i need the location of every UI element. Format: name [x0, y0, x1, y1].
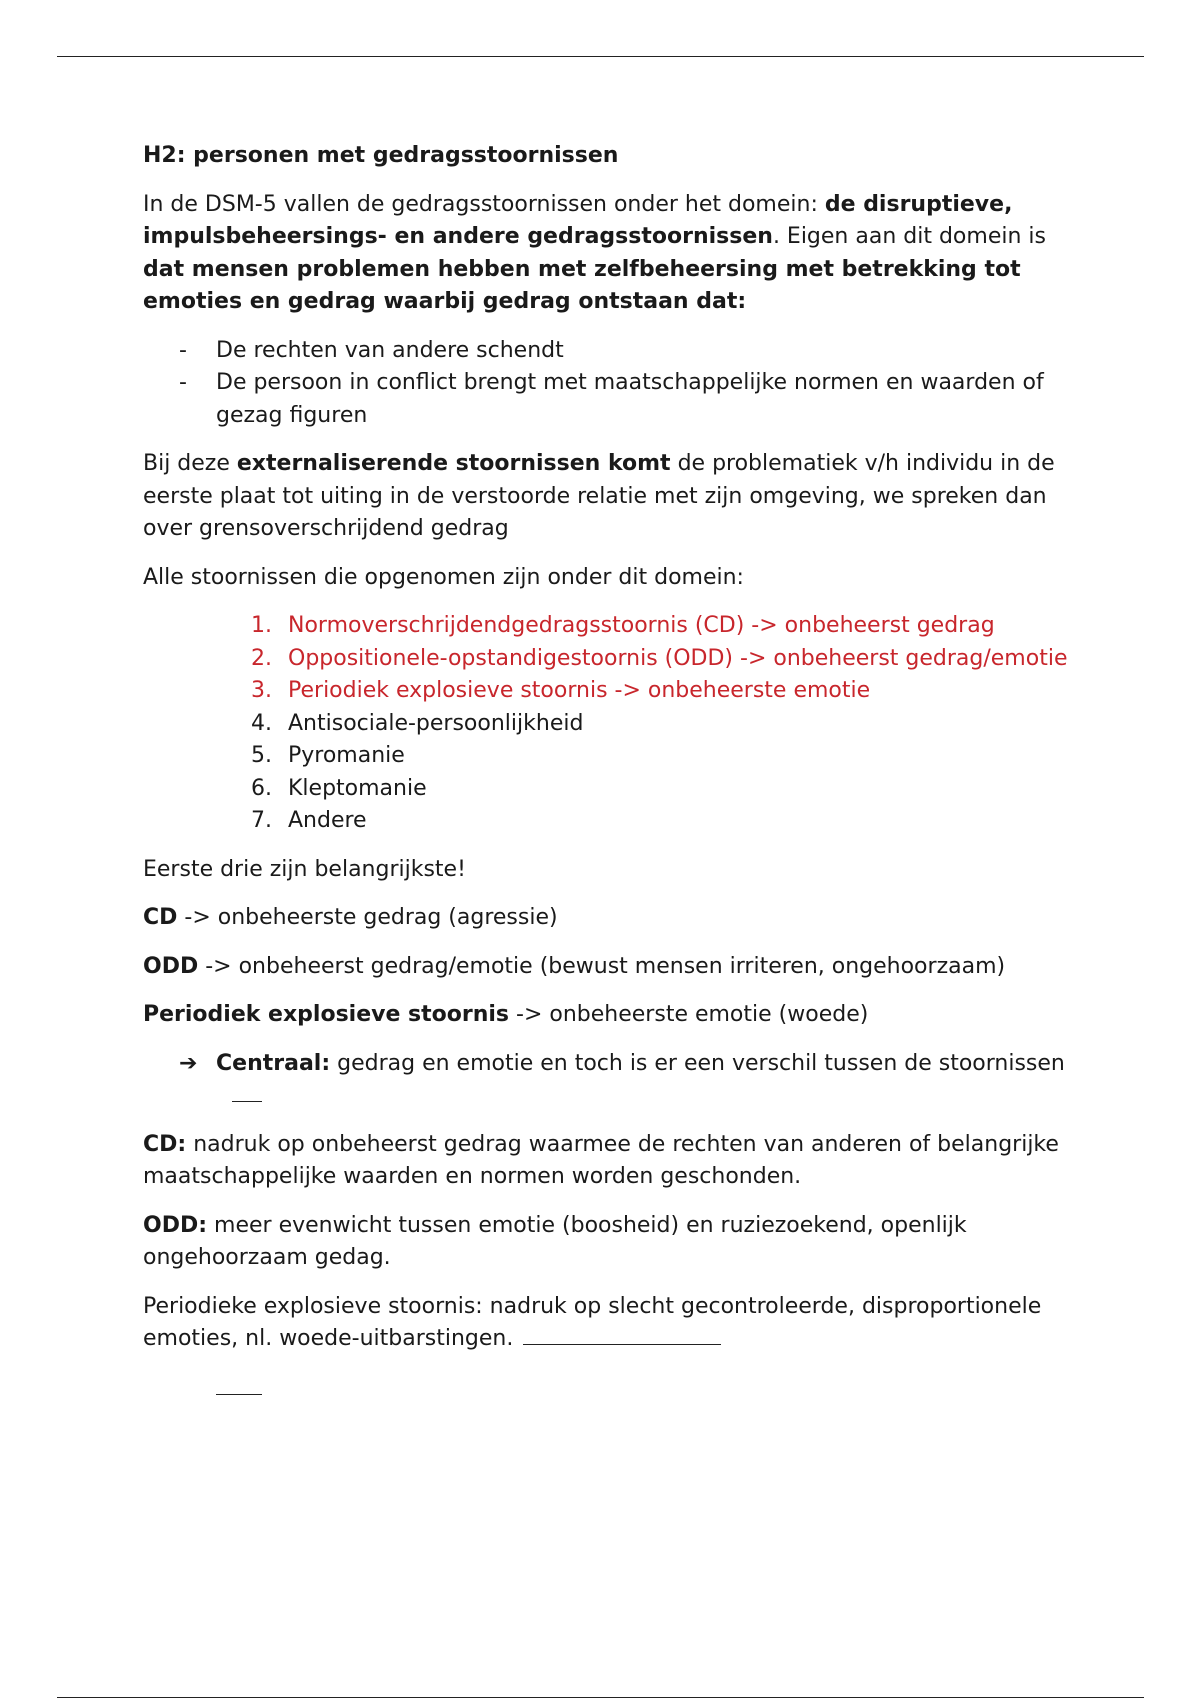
ped-line: [143, 999, 1078, 1032]
cd-line: [143, 902, 1078, 935]
header-rule: [57, 56, 1144, 57]
item-number: 7.: [251, 808, 272, 833]
disorder-item: [143, 708, 1078, 741]
central-note: [143, 1048, 1078, 1113]
item-text: Periodiek explosieve stoornis -> onbeheerste emotie: [288, 678, 871, 703]
all-disorders-intro: Alle stoornissen die opgenomen zijn onder dit domein:: [143, 564, 744, 590]
central-text: gedrag en emotie en toch is er een verschil tussen de stoornissen: [330, 1050, 1065, 1076]
item-text: Oppositionele-opstandigestoornis (ODD) -> onbeheerst gedrag/emotie: [288, 645, 1068, 671]
ped-label: Periodiek explosieve stoornis: [143, 1002, 510, 1027]
fill-in-blank: [216, 1372, 262, 1395]
footer-rule: [57, 1697, 1144, 1698]
dash-list: [143, 335, 1078, 433]
intro-bold-2: dat mensen problemen hebben met zelfbeheersing met betrekking tot emoties en gedrag waarbij gedrag ontstaan dat:: [143, 256, 1021, 314]
disorder-item: [143, 805, 1078, 838]
cd-text: -> onbeheerste gedrag (agressie): [177, 905, 558, 930]
intro-text-2: . Eigen aan dit domein is: [772, 224, 1046, 249]
cd-detail-text: nadruk op onbeheerst gedrag waarmee de rechten van anderen of belangrijke maatschappelijke waarden en normen worden geschonden.: [143, 1131, 1059, 1189]
ext-text-1: Bij deze: [143, 451, 237, 476]
item-text: Antisociale-persoonlijkheid: [288, 710, 584, 736]
item-number: 1.: [251, 613, 272, 638]
list-item-text: De persoon in conflict brengt met maatschappelijke normen en waarden of gezag figuren: [216, 370, 1044, 428]
item-text: Kleptomanie: [288, 775, 427, 801]
odd-detail: [143, 1210, 1078, 1275]
dash-marker: -: [179, 370, 187, 395]
item-number: 5.: [251, 743, 272, 768]
dash-marker: -: [179, 337, 187, 363]
odd-line: [143, 951, 1078, 984]
disorder-item: [143, 773, 1078, 806]
item-number: 2.: [251, 645, 272, 671]
disorder-item: [143, 740, 1078, 773]
page-title: H2: personen met gedragsstoornissen: [143, 143, 619, 168]
item-number: 6.: [251, 775, 272, 801]
externalizing-paragraph: [143, 448, 1078, 546]
item-text: Pyromanie: [288, 743, 405, 768]
odd-detail-text: meer evenwicht tussen emotie (boosheid) en ruziezoekend, openlijk ongehoorzaam gedag.: [143, 1212, 967, 1270]
disorder-item: [143, 675, 1078, 708]
intro-paragraph: [143, 189, 1078, 319]
ext-bold: externaliserende stoornissen komt: [236, 451, 671, 476]
intro-bold-1: de disruptieve, impulsbeheersings- en andere gedragsstoornissen: [143, 191, 1013, 249]
arrow-right-icon: ➔: [179, 1050, 198, 1076]
disorder-item: [143, 643, 1078, 676]
disorder-item: [143, 610, 1078, 643]
odd-detail-label: ODD:: [143, 1212, 208, 1238]
disorders-list: [143, 610, 1078, 838]
ped-detail: [143, 1291, 1078, 1356]
odd-label: ODD: [143, 953, 199, 979]
ped-text: -> onbeheerste emotie (woede): [509, 1002, 869, 1027]
cd-label: CD: [143, 905, 178, 930]
item-number: 4.: [251, 710, 272, 736]
cd-detail-label: CD:: [143, 1131, 187, 1157]
ext-text-2: de problematiek v/h individu in de eerste plaat tot uiting in de verstoorde relatie met zijn omgeving, we spreken dan over grensoverschrijdend gedrag: [143, 451, 1055, 541]
odd-text: -> onbeheerst gedrag/emotie (bewust mensen irriteren, ongehoorzaam): [198, 953, 1006, 979]
intro-text-1: In de DSM-5 vallen de gedragsstoornissen onder het domein:: [143, 191, 825, 217]
document-body: [143, 140, 1078, 1395]
list-item: [143, 335, 1078, 368]
cd-detail: [143, 1129, 1078, 1194]
list-item: [143, 367, 1078, 432]
first-three-note: Eerste drie zijn belangrijkste!: [143, 856, 466, 882]
item-number: 3.: [251, 678, 272, 703]
fill-in-blank: [232, 1083, 262, 1102]
ped-detail-text: Periodieke explosieve stoornis: nadruk op slecht gecontroleerde, disproportionele emoties, nl. woede-uitbarstingen.: [143, 1293, 1042, 1351]
central-label: Centraal:: [216, 1050, 331, 1076]
list-item-text: De rechten van andere schendt: [216, 337, 564, 363]
item-text: Normoverschrijdendgedragsstoornis (CD) -> onbeheerst gedrag: [288, 613, 995, 638]
fill-in-blank: [523, 1326, 721, 1345]
item-text: Andere: [288, 808, 367, 833]
